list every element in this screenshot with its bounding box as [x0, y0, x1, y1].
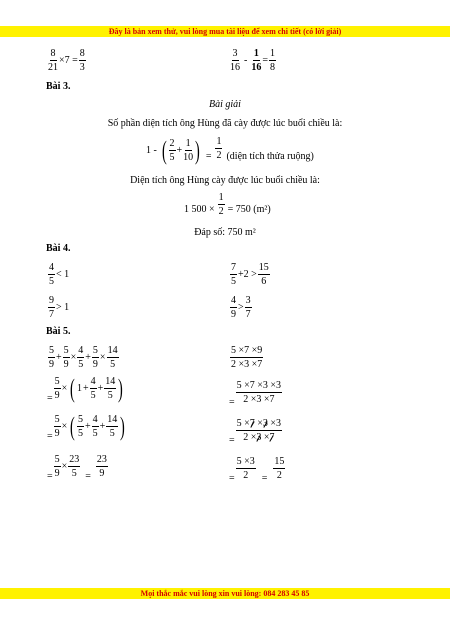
preview-banner: Đây là bản xem thử, vui lòng mua tài liệu để xem chi tiết (có lời giải): [0, 26, 450, 37]
expression-step: $\frac{5}{9}$ + $\frac{5}{9}$ × $\frac{4}{5}$ + $\frac{5}{9}$ × $\frac{14}{5}$: [49, 345, 118, 370]
solution-subtitle: Bài giải: [209, 99, 241, 110]
answer-line: Đáp số: 750 m²: [194, 227, 256, 238]
solution-line: Số phần diện tích ông Hùng đã cày được lúc buổi chiều là:: [107, 118, 343, 129]
fraction: $\frac{1}{10}$: [183, 138, 194, 163]
expression-step: = $\frac{5 \times 3}{2}$ = $\frac{15}{2}$: [229, 456, 285, 484]
section-heading-bai4: Bài 4.: [46, 243, 71, 254]
fraction: $\frac{2}{5}$: [169, 138, 175, 163]
fraction: $\frac{1}{2}$: [216, 136, 222, 161]
expression-step: = $\frac{5 \times 7 \times 3 \times 3}{2 \times 3 \times 7}$: [229, 380, 282, 408]
expression-step: = $\frac{5}{9}$ × ( $\frac{5}{5}$ + $\frac{4}{5}$ + $\frac{14}{5}$ ): [47, 411, 125, 442]
comparison-item: $\frac{4}{9}$ > $\frac{3}{7}$: [231, 295, 251, 320]
solution-line: Diện tích ông Hùng cày được lúc buổi chiều là:: [130, 175, 320, 186]
fraction: $\frac{4}{5}$: [49, 262, 54, 287]
area-calculation: 1 500 × $\frac{1}{2}$ = 750 (m²): [184, 192, 271, 217]
contact-footer: Mọi thắc mắc vui lòng xin vui lòng: 084 283 45 85: [0, 588, 450, 599]
expression-step: = $\frac{5}{9}$ × $\frac{23}{5}$ = $\frac{23}{9}$: [47, 454, 107, 482]
fraction: $\frac{15}{6}$: [258, 262, 269, 287]
fraction: $\frac{1}{16}$: [251, 48, 262, 73]
comparison-item: $\frac{4}{5}$ < 1: [49, 262, 70, 287]
section-heading-bai3: Bài 3.: [46, 81, 71, 92]
expression-step: = $\frac{5 \times 7 \times 3 \times 3}{2 \times 3 \times 7}$: [229, 418, 282, 446]
expression-step: = $\frac{5}{9}$ × ( 1 + $\frac{4}{5}$ + $\frac{14}{5}$ ): [47, 373, 123, 404]
fraction: $\frac{3}{7}$: [245, 295, 251, 320]
fraction: $\frac{7}{5}$: [231, 262, 236, 287]
bai3-expression: 1 - ( $\frac{2}{5}$ + $\frac{1}{10}$ ) = $\frac{1}{2}$ (diện tích thửa ruộng): [146, 135, 314, 165]
section-heading-bai5: Bài 5.: [46, 326, 71, 337]
top-right-expression: $\frac{3}{16}$ - $\frac{1}{16}$ = $\frac{1}{8}$: [230, 48, 275, 73]
comparison-item: $\frac{7}{5}$ +2 > $\frac{15}{6}$: [231, 262, 269, 287]
fraction: $\frac{8}{3}$: [79, 48, 85, 73]
fraction: $\frac{4}{9}$: [231, 295, 236, 320]
fraction: $\frac{1}{2}$: [218, 192, 224, 217]
comparison-item: $\frac{9}{7}$ > 1: [49, 295, 70, 320]
top-left-expression: $\frac{8}{21}$ ×7 = $\frac{8}{3}$: [48, 48, 85, 73]
fraction: $\frac{3}{16}$: [230, 48, 240, 73]
fraction: $\frac{8}{21}$: [48, 48, 58, 73]
fraction: $\frac{1}{8}$: [269, 48, 275, 73]
fraction: $\frac{9}{7}$: [49, 295, 54, 320]
expression-step: $\frac{5 \times 7 \times 9}{2 \times 3 \times 7}$: [231, 345, 263, 370]
